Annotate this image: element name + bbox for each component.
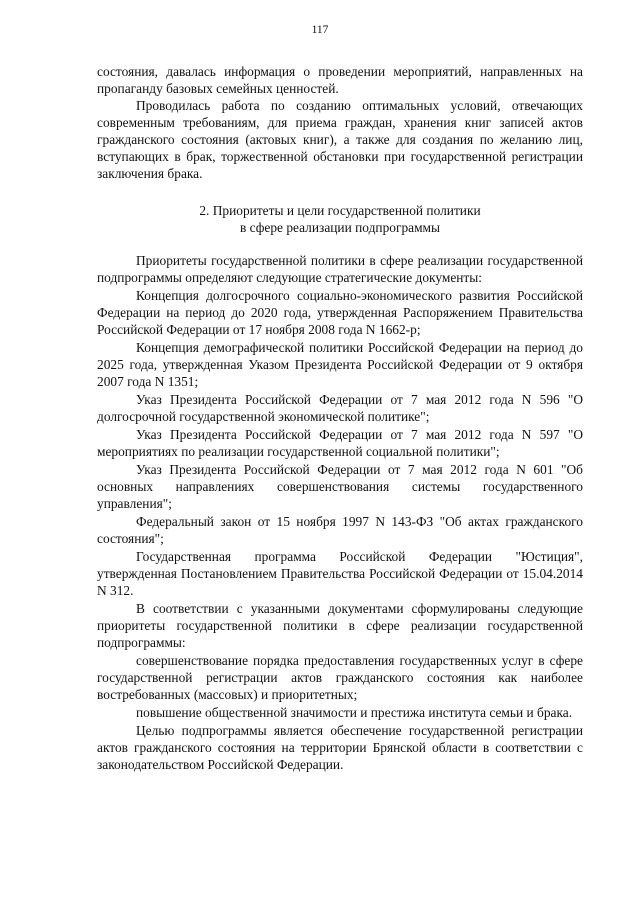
intro-paragraph: Приоритеты государственной политики в сфере реализации государственной подпрограммы определяют следующие стратегические документы: (97, 253, 583, 285)
document-item: Указ Президента Российской Федерации от 7 мая 2012 года N 596 "О долгосрочной государственной экономической политике"; (97, 392, 583, 424)
page-number: 117 (311, 24, 329, 36)
document-item: Концепция демографической политики Российской Федерации на период до 2025 года, утвержденная Указом Президента Российской Федерации от 9 октября 2007 года N 1351; (97, 340, 583, 389)
section-heading-line: 2. Приоритеты и цели государственной политики (199, 203, 481, 218)
section-heading (97, 202, 583, 236)
document-item: Указ Президента Российской Федерации от 7 мая 2012 года N 601 "Об основных направлениях совершенствования системы государственного управления"; (97, 462, 583, 511)
paragraph: Проводилась работа по созданию оптимальных условий, отвечающих современным требованиям, для приема граждан, хранения книг записей актов гражданского состояния (актовых книг), а также для создания по желанию лиц, вступающих в брак, торжественной обстановки при государственной регистрации заключения брака. (97, 98, 583, 181)
document-item: Концепция долгосрочного социально-экономического развития Российской Федерации на период до 2020 года, утвержденная Распоряжением Правительства Российской Федерации от 17 ноября 2008 года N 1662-р; (97, 288, 583, 337)
priority-item: совершенствование порядка предоставления государственных услуг в сфере государственной регистрации актов гражданского состояния как наиболее востребованных (массовых) и приоритетных; (97, 653, 583, 702)
goal-paragraph: Целью подпрограммы является обеспечение государственной регистрации актов гражданского состояния на территории Брянской области в соответствии с законодательством Российской Федерации. (97, 723, 583, 772)
document-item: Указ Президента Российской Федерации от 7 мая 2012 года N 597 "О мероприятиях по реализации государственной социальной политики"; (97, 427, 583, 459)
priorities-intro: В соответствии с указанными документами сформулированы следующие приоритеты государственной политики в сфере реализации государственной подпрограммы: (97, 601, 583, 650)
paragraph-continued: состояния, давалась информация о проведении мероприятий, направленных на пропаганду базовых семейных ценностей. (97, 64, 583, 96)
page-content (97, 63, 583, 773)
priority-item: повышение общественной значимости и престижа института семьи и брака. (136, 705, 573, 720)
document-item: Государственная программа Российской Федерации "Юстиция", утвержденная Постановлением Правительства Российской Федерации от 15.04.2014 N 312. (97, 549, 583, 598)
document-item: Федеральный закон от 15 ноября 1997 N 143-ФЗ "Об актах гражданского состояния"; (97, 514, 583, 546)
section-heading-line: в сфере реализации подпрограммы (239, 220, 441, 235)
